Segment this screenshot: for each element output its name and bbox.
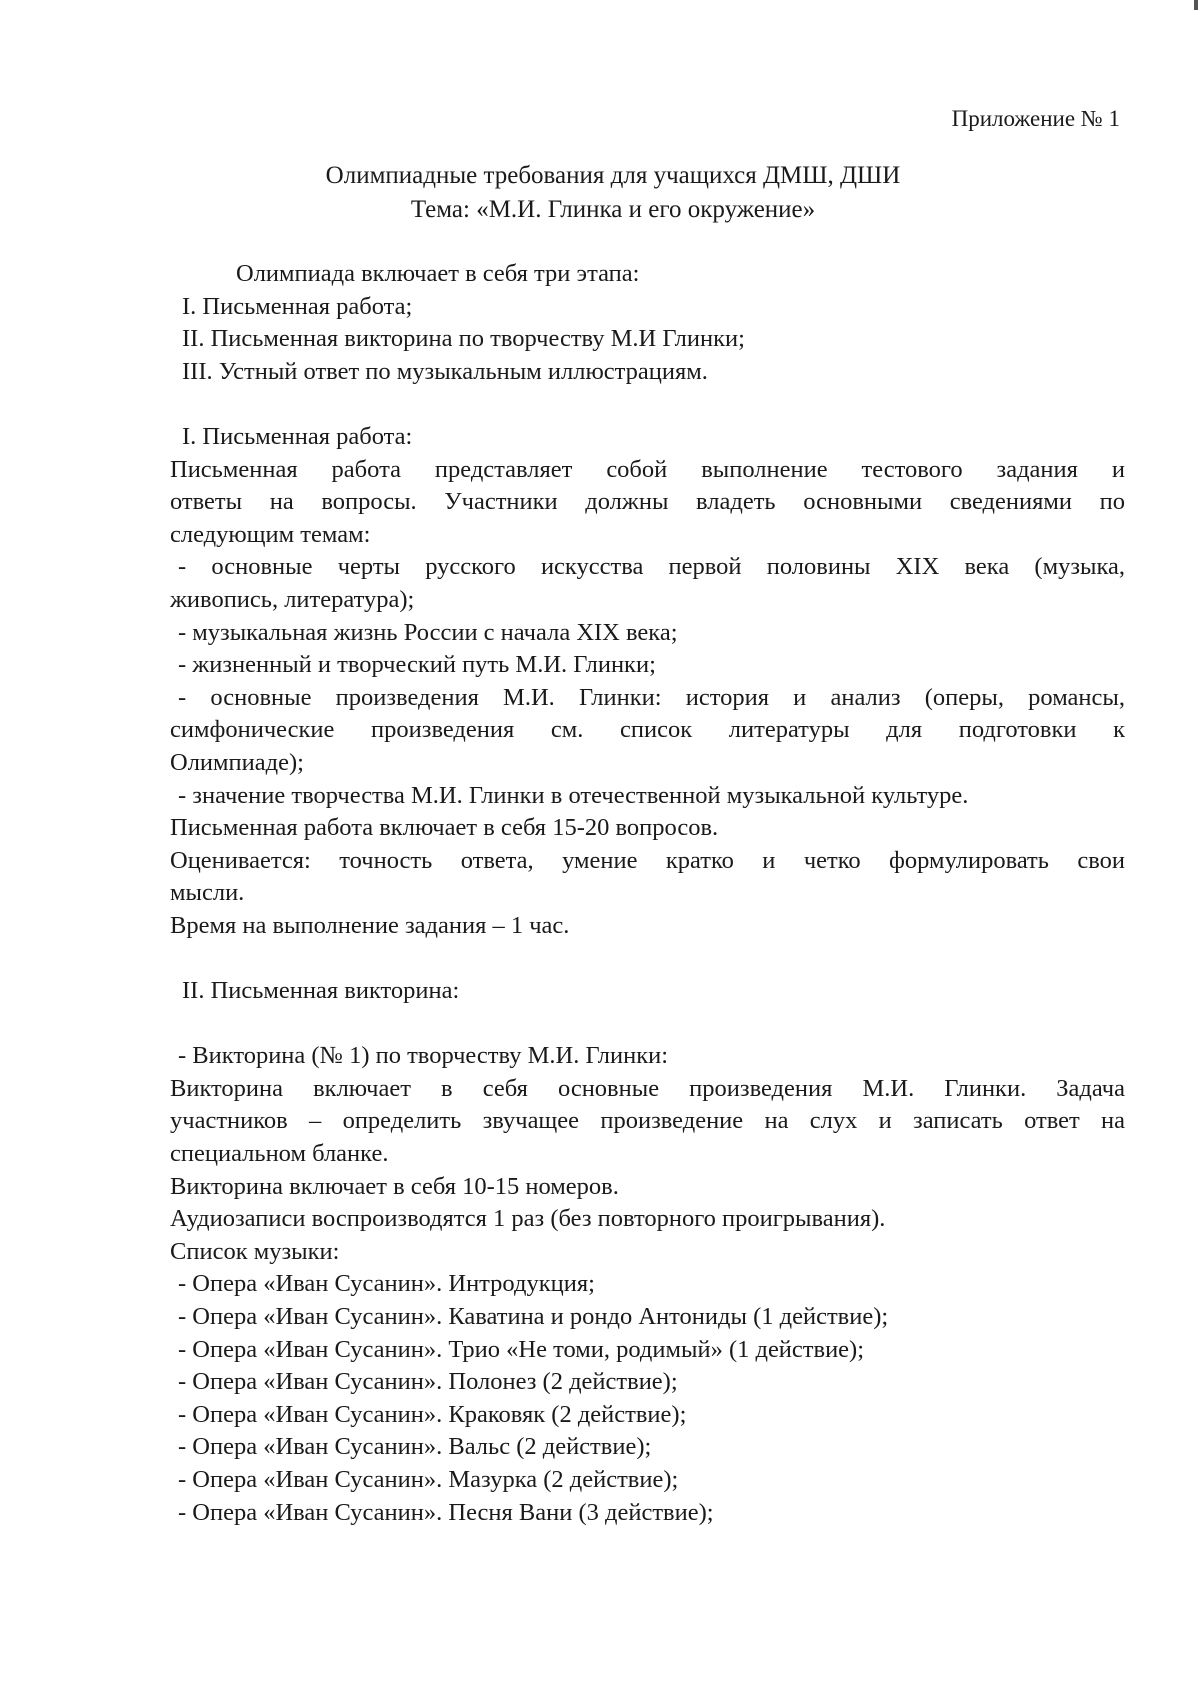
audio-note: Аудиозаписи воспроизводятся 1 раз (без повторного проигрывания). [170,1205,886,1233]
music-list-item: - Опера «Иван Сусанин». Каватина и рондо Антониды (1 действие); [178,1303,889,1330]
music-list-item: - Опера «Иван Сусанин». Полонез (2 действие); [178,1368,678,1396]
topic-item: Олимпиаде); [170,748,304,776]
topic-item: - музыкальная жизнь России с начала XIX века; [178,618,678,646]
music-list-item: - Опера «Иван Сусанин». Мазурка (2 действие); [178,1465,679,1493]
topic-item: - значение творчества М.И. Глинки в отечественной музыкальной культуре. [178,781,969,809]
document-title [0,159,1200,227]
time-limit: Время на выполнение задания – 1 час. [170,911,570,939]
topic-item: симфонические произведения см. список литературы для подготовки к [170,716,1125,744]
quiz-desc: Викторина включает в себя основные произведения М.И. Глинки. Задача [170,1074,1125,1102]
music-list-item: - Опера «Иван Сусанин». Вальс (2 действие); [178,1433,652,1461]
question-count: Письменная работа включает в себя 15-20 вопросов. [170,814,719,842]
section-2-heading: II. Письменная викторина: [182,977,460,1005]
stage-item: II. Письменная викторина по творчеству М.И Глинки; [182,325,745,353]
evaluation-text: мысли. [170,879,245,907]
topic-item: живопись, литература); [170,585,415,613]
intro-lead: Олимпиада включает в себя три этапа: [236,260,640,287]
topic-item: - жизненный и творческий путь М.И. Глинки; [178,651,656,679]
music-list-item: - Опера «Иван Сусанин». Интродукция; [178,1270,595,1298]
music-list-item: - Опера «Иван Сусанин». Песня Вани (3 действие); [178,1498,714,1526]
title-line-1: Олимпиадные требования для учащихся ДМШ, ДШИ [325,162,901,189]
section-1-desc: Письменная работа представляет собой выполнение тестового задания и [170,455,1125,483]
quiz-desc: участников – определить звучащее произведение на слух и записать ответ на [170,1107,1125,1135]
evaluation-text: Оценивается: точность ответа, умение кратко и четко формулировать свои [170,846,1125,874]
music-list-label: Список музыки: [170,1237,340,1265]
stage-item: I. Письменная работа; [182,292,413,320]
stage-item: III. Устный ответ по музыкальным иллюстрациям. [182,357,708,385]
section-1-desc: ответы на вопросы. Участники должны владеть основными сведениями по [170,488,1125,516]
section-1-desc: следующим темам: [170,520,371,548]
quiz-desc: специальном бланке. [170,1140,389,1168]
section-1-heading: I. Письменная работа: [182,422,413,450]
annex-label: Приложение № 1 [951,106,1120,131]
quiz-heading: - Викторина (№ 1) по творчеству М.И. Глинки: [178,1042,669,1070]
quiz-count: Викторина включает в себя 10-15 номеров. [170,1172,619,1200]
title-line-2: Тема: «М.И. Глинка и его окружение» [410,196,816,223]
music-list-item: - Опера «Иван Сусанин». Трио «Не томи, родимый» (1 действие); [178,1335,865,1363]
music-list-item: - Опера «Иван Сусанин». Краковяк (2 действие); [178,1400,687,1428]
topic-item: - основные черты русского искусства первой половины XIX века (музыка, [178,553,1125,581]
topic-item: - основные произведения М.И. Глинки: история и анализ (оперы, романсы, [178,683,1125,711]
scan-edge-mark [1194,0,1198,10]
document-body [170,258,1125,1529]
